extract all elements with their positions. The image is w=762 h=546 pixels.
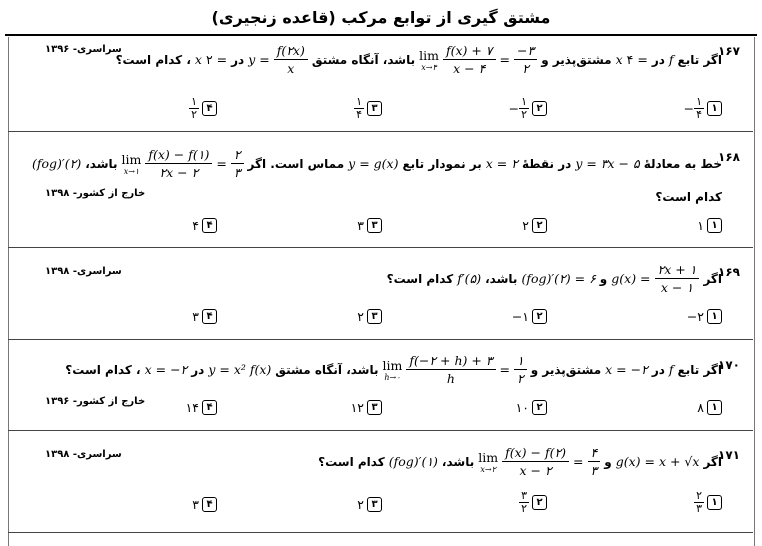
option-value (694, 490, 704, 515)
option-4[interactable] (192, 218, 217, 233)
math-segment: x = −۲ (605, 362, 648, 377)
math-segment: f (668, 52, 674, 67)
text-segment: در (651, 52, 665, 67)
fraction (502, 445, 569, 478)
option-1[interactable] (697, 400, 722, 415)
option-number: ۱ (707, 101, 722, 116)
option-1[interactable] (694, 490, 722, 515)
option-number: ۲ (532, 309, 547, 324)
fraction (443, 43, 496, 76)
question-number: ۱۶۹ (718, 265, 740, 279)
fraction-numerator: ۴ (588, 445, 601, 462)
limit (478, 450, 498, 474)
fraction-denominator: x − ۴ (453, 61, 486, 76)
fraction-denominator: ۲ (521, 502, 527, 515)
question-divider (8, 131, 753, 132)
option-value: ۱۰ (515, 400, 529, 415)
option-3[interactable] (354, 96, 382, 121)
question-text (116, 43, 722, 76)
option-number: ۳ (367, 309, 382, 324)
limit-subscript: x→۱ (123, 166, 140, 176)
option-value (519, 490, 529, 515)
option-value: ۳ (357, 218, 364, 233)
equals-sign: = (573, 454, 584, 469)
fraction-numerator: ۳ (521, 489, 527, 502)
option-number: ۳ (367, 497, 382, 512)
option-value (684, 96, 704, 121)
option-number: ۱ (707, 400, 722, 415)
option-3[interactable] (351, 400, 382, 415)
option-2[interactable] (509, 96, 547, 121)
text-segment: مماس است. اگر (247, 156, 345, 171)
fraction-denominator: ۳ (696, 502, 702, 515)
option-value: ۲ (357, 309, 364, 324)
option-fraction (519, 490, 529, 515)
limit-subscript: x→۲ (480, 464, 496, 474)
limit-subscript: x→۴ (421, 62, 437, 72)
fraction-denominator: x (287, 61, 295, 76)
fraction-numerator: ۱ (514, 353, 527, 370)
option-value: ۸ (697, 400, 704, 415)
fraction (655, 262, 700, 295)
fraction-numerator: f(x) − f(۱) (145, 147, 212, 164)
fraction-denominator: ۳ (590, 463, 598, 478)
fraction-numerator: ۱ (521, 95, 527, 108)
option-2[interactable] (512, 309, 547, 324)
question-source: سراسری- ۱۳۹۸ (45, 266, 122, 277)
math-segment: f′(۵) (457, 271, 482, 286)
text-segment: و (604, 454, 612, 469)
fraction-denominator: x − ۱ (660, 280, 694, 295)
option-1[interactable] (684, 96, 722, 121)
fraction (514, 43, 537, 76)
option-number: ۴ (202, 497, 217, 512)
limit (419, 48, 439, 72)
question-number: ۱۶۸ (718, 150, 740, 164)
fraction-denominator: ۳ (233, 165, 241, 180)
text-segment: کدام است؟ (318, 454, 385, 469)
text-segment: مشتق‌پذیر و (530, 362, 602, 377)
text-segment: باشد، آنگاه مشتق (311, 52, 416, 67)
limit-subscript: h→۰ (384, 372, 401, 382)
question-text (32, 147, 722, 180)
option-value: ۱۲ (350, 400, 364, 415)
math-segment: y = x² f(x) (208, 362, 272, 377)
question-divider (8, 339, 753, 340)
math-segment: g(x) = x + √x (615, 454, 700, 469)
option-value: ۴ (192, 218, 199, 233)
equals-sign: = (499, 52, 510, 67)
option-sign: − (683, 101, 695, 116)
fraction (588, 445, 601, 478)
fraction (145, 147, 212, 180)
fraction-numerator: −۳ (514, 43, 537, 60)
option-number: ۴ (202, 400, 217, 415)
text-segment: اگر (703, 271, 722, 286)
fraction-numerator: ۲ (231, 147, 244, 164)
fraction-denominator: ۲x − ۲ (159, 165, 199, 180)
question-divider (8, 430, 753, 431)
text-segment: و (599, 271, 608, 286)
option-number: ۲ (532, 400, 547, 415)
text-segment: در نقطهٔ (521, 156, 572, 171)
limit-label: lim (478, 449, 499, 465)
option-value: ۲ (357, 497, 364, 512)
text-segment: باشد، (441, 454, 475, 469)
math-segment: g(x) = (611, 271, 651, 286)
fraction-numerator: f(۲x) (274, 43, 308, 60)
option-3[interactable] (357, 309, 382, 324)
fraction-denominator: h (446, 371, 455, 386)
math-segment: (fog)′(۲) = ۶ (521, 271, 596, 286)
option-fraction (519, 96, 529, 121)
title-rule (5, 34, 757, 36)
limit-label: lim (121, 151, 142, 167)
option-value: −۲ (686, 309, 704, 324)
page-title: مشتق گیری از توابع مرکب (قاعده زنجیری) (211, 8, 551, 27)
option-number: ۱ (707, 218, 722, 233)
text-segment: خط به معادلهٔ (643, 156, 722, 171)
option-number: ۱ (707, 309, 722, 324)
fraction-numerator: ۲ (696, 489, 702, 502)
fraction-numerator: ۲x + ۱ (655, 262, 700, 279)
text-segment: ، کدام است؟ (115, 52, 191, 67)
fraction-numerator: f(x) − f(۲) (502, 445, 569, 462)
fraction (231, 147, 244, 180)
text-segment: اگر تابع (677, 362, 722, 377)
limit-label: lim (419, 47, 439, 63)
question-divider (8, 247, 753, 248)
fraction-numerator: f(−۲ + h) + ۳ (406, 353, 495, 370)
question-text (318, 445, 722, 478)
option-sign: − (508, 101, 520, 116)
equals-sign: = (499, 362, 511, 377)
option-3[interactable] (357, 497, 382, 512)
math-segment: y = ۳x − ۵ (575, 156, 640, 171)
option-number: ۴ (202, 218, 217, 233)
option-number: ۳ (367, 400, 382, 415)
equals-sign: = (216, 156, 227, 171)
question-text (387, 262, 722, 295)
question-source: خارج از کشور- ۱۳۹۶ (45, 396, 146, 407)
option-3[interactable] (357, 218, 382, 233)
option-value (509, 96, 529, 121)
fraction (406, 353, 495, 386)
fraction-numerator: ۱ (696, 95, 702, 108)
option-number: ۲ (532, 101, 547, 116)
text-segment: باشد، (85, 156, 118, 171)
fraction (274, 43, 308, 76)
fraction-numerator: f(x) + ۷ (443, 43, 496, 60)
option-value (189, 96, 199, 121)
option-value (354, 96, 364, 121)
math-segment: x (194, 52, 202, 67)
option-4[interactable] (192, 309, 217, 324)
fraction-numerator: ۱ (191, 95, 197, 108)
option-4[interactable] (186, 400, 217, 415)
option-value: ۳ (192, 497, 199, 512)
option-number: ۳ (367, 218, 382, 233)
option-number: ۱ (707, 495, 722, 510)
math-segment: f (668, 362, 674, 377)
option-fraction (354, 96, 364, 121)
math-segment: (fog)′(۲) (31, 156, 82, 171)
math-segment: x = ۲ (485, 156, 518, 171)
fraction-denominator: x − ۲ (519, 463, 552, 478)
math-segment: ۲ = (205, 52, 228, 67)
question-text (65, 353, 722, 386)
option-2[interactable] (522, 218, 547, 233)
option-4[interactable] (192, 497, 217, 512)
math-segment: ۴ = (626, 52, 648, 67)
fraction (514, 353, 527, 386)
option-number: ۴ (202, 101, 217, 116)
fraction-denominator: ۴ (356, 108, 362, 121)
option-value: −۱ (511, 309, 529, 324)
fraction-denominator: ۲ (522, 61, 529, 76)
question-text-line2: کدام است؟ (655, 190, 722, 204)
option-fraction (694, 490, 704, 515)
option-4[interactable] (189, 96, 217, 121)
question-number: ۱۷۰ (718, 358, 740, 372)
option-value: ۱ (697, 218, 704, 233)
question-source: سراسری- ۱۳۹۶ (45, 44, 122, 55)
fraction-numerator: ۱ (356, 95, 362, 108)
fraction-denominator: ۲ (191, 108, 197, 121)
option-fraction (694, 96, 704, 121)
question-number: ۱۶۷ (718, 44, 740, 58)
fraction-denominator: ۴ (696, 108, 702, 121)
option-1[interactable] (697, 218, 722, 233)
option-1[interactable] (687, 309, 722, 324)
text-segment: باشد، (485, 271, 518, 286)
fraction-denominator: ۲ (517, 371, 524, 386)
option-value: ۲ (522, 218, 529, 233)
option-value: ۱۴ (185, 400, 199, 415)
math-segment: y = (248, 52, 270, 67)
text-segment: اگر تابع (677, 52, 722, 67)
question-source: سراسری- ۱۳۹۸ (45, 449, 122, 460)
option-number: ۲ (532, 218, 547, 233)
option-fraction (189, 96, 199, 121)
math-segment: x = −۲ (144, 362, 188, 377)
option-value: ۳ (192, 309, 199, 324)
option-number: ۳ (367, 101, 382, 116)
text-segment: در (231, 52, 245, 67)
limit (122, 152, 142, 176)
option-2[interactable] (519, 490, 547, 515)
text-segment: بر نمودار تابع (402, 156, 482, 171)
text-segment: مشتق‌پذیر و (541, 52, 612, 67)
fraction-denominator: ۲ (521, 108, 527, 121)
limit (383, 358, 403, 382)
question-divider (8, 532, 753, 533)
option-number: ۴ (202, 309, 217, 324)
option-2[interactable] (516, 400, 547, 415)
math-segment: y = g(x) (348, 156, 399, 171)
text-segment: باشد، آنگاه مشتق (275, 362, 379, 377)
text-segment: ، کدام است؟ (65, 362, 141, 377)
option-number: ۲ (532, 495, 547, 510)
text-segment: در (191, 362, 205, 377)
limit-label: lim (382, 357, 403, 373)
question-source: خارج از کشور- ۱۳۹۸ (45, 188, 146, 199)
text-segment: اگر (703, 454, 722, 469)
question-number: ۱۷۱ (718, 448, 740, 462)
math-segment: x (615, 52, 623, 67)
text-segment: در (651, 362, 665, 377)
text-segment: کدام است؟ (386, 271, 454, 286)
math-segment: (fog)′(۱) (388, 454, 438, 469)
